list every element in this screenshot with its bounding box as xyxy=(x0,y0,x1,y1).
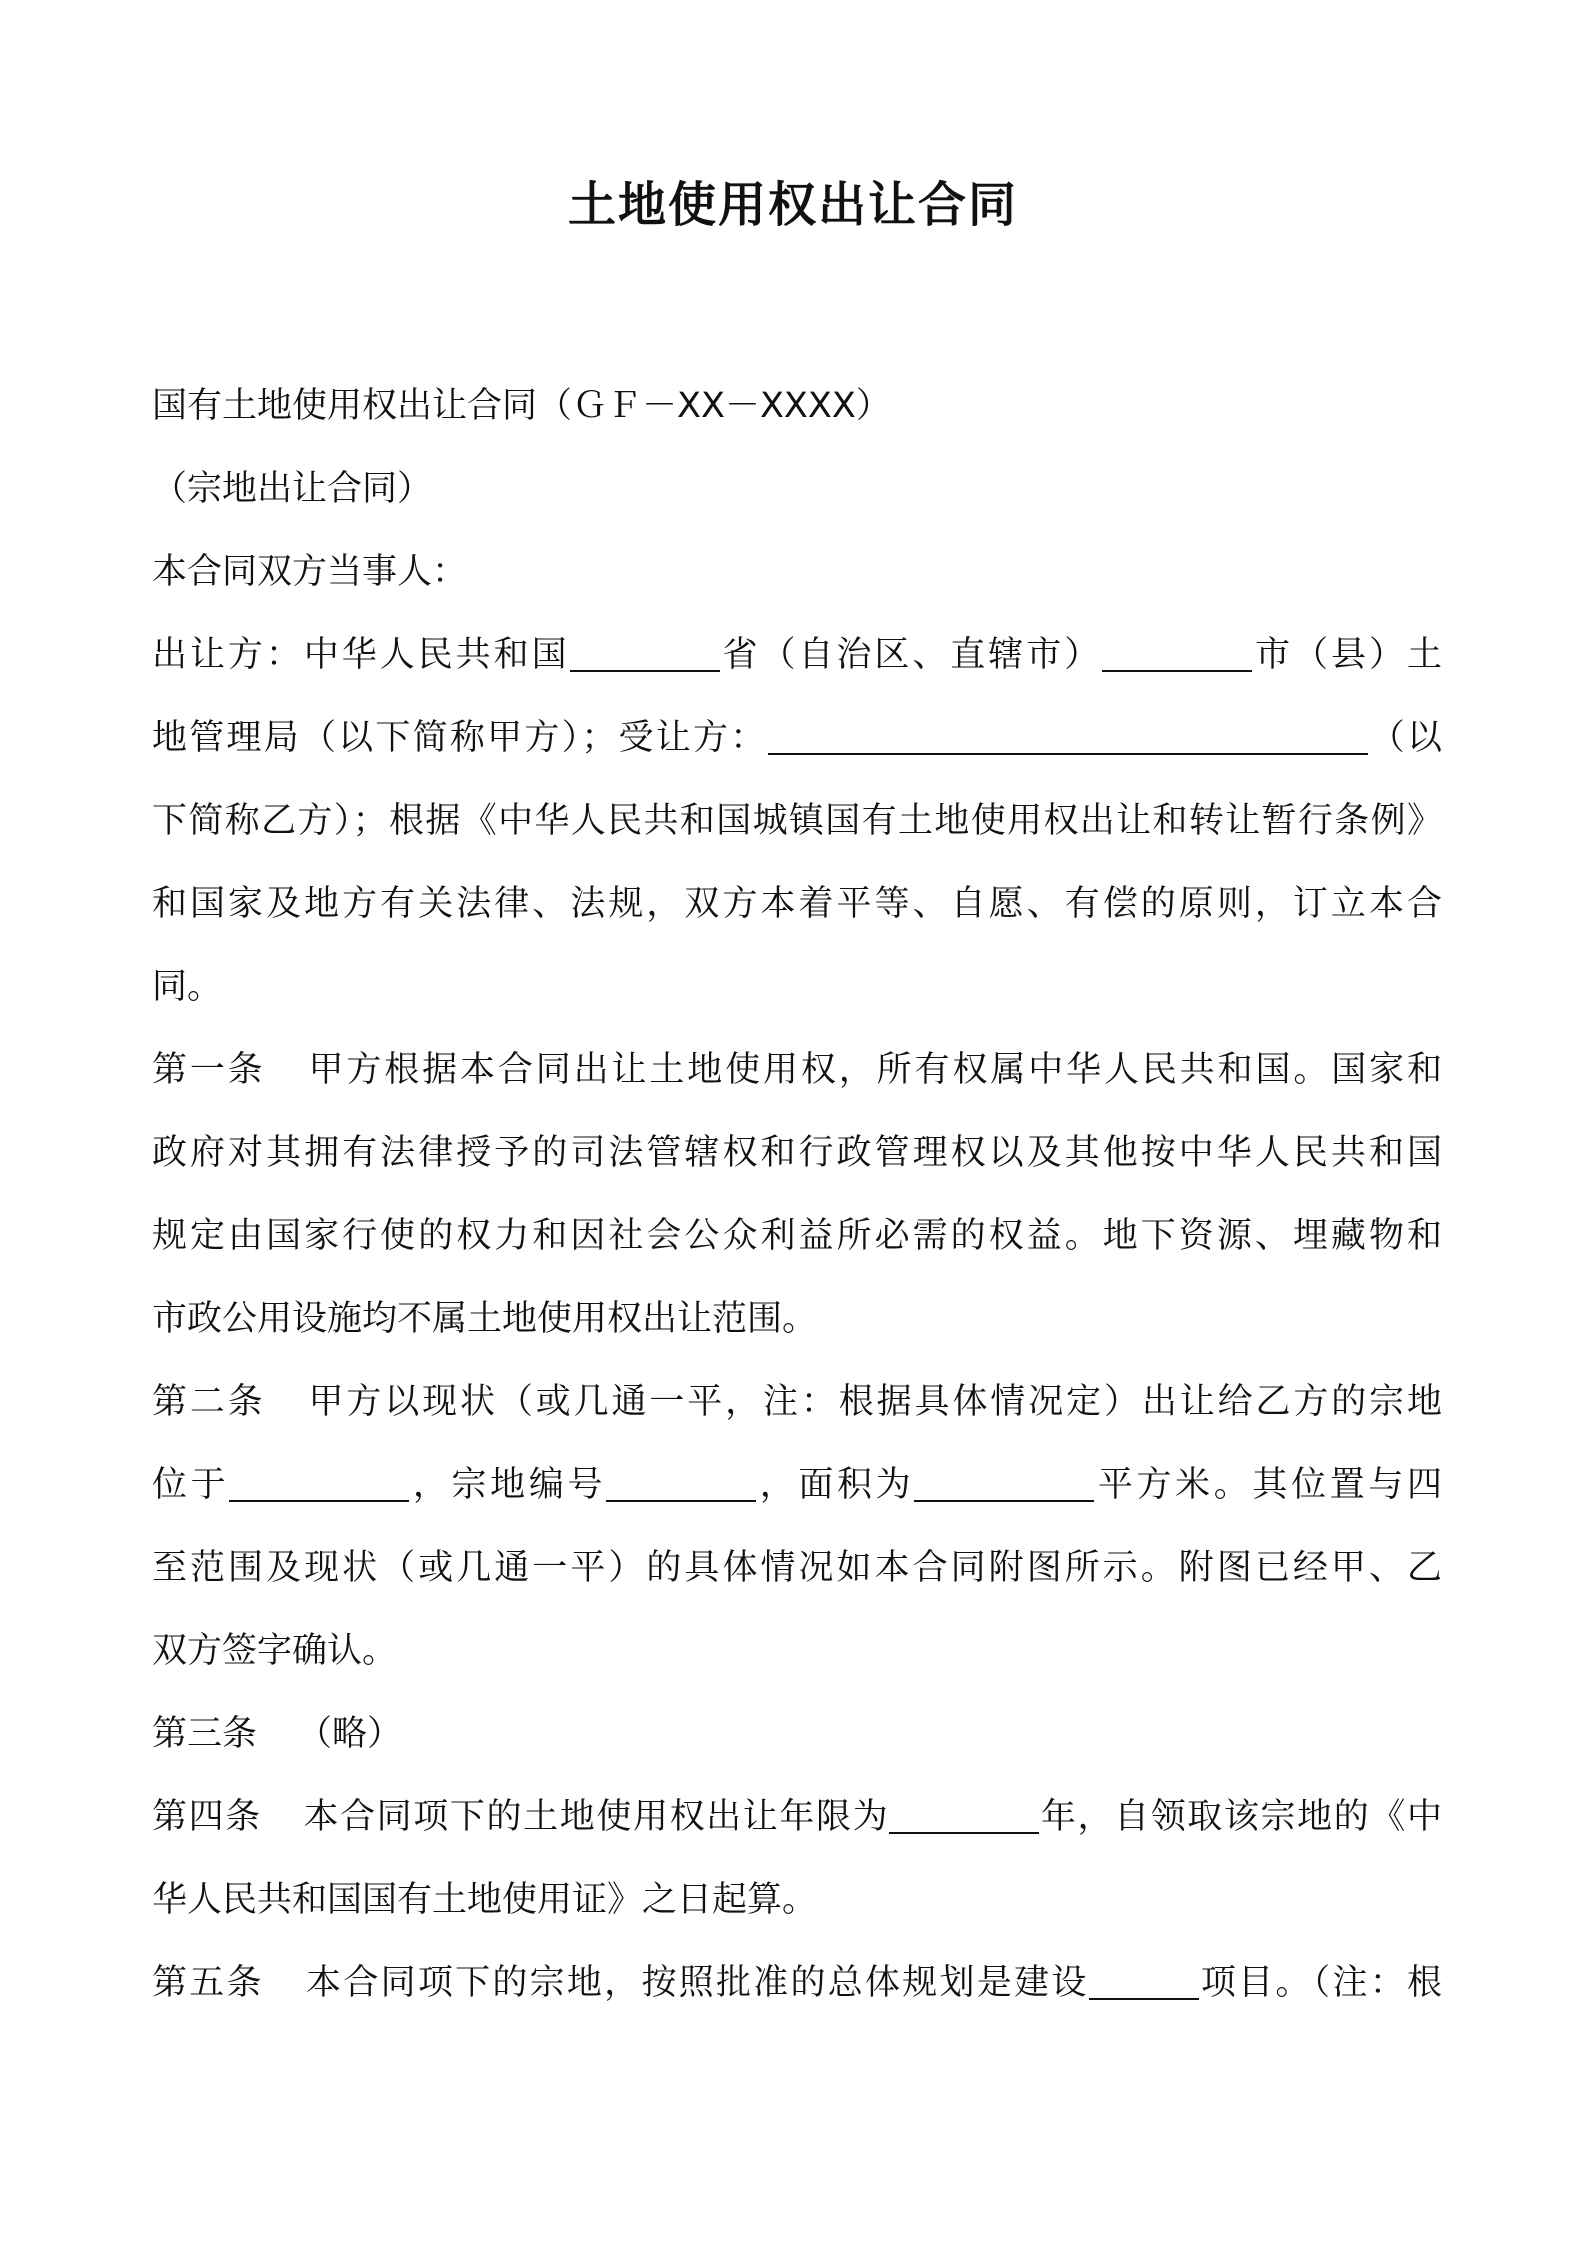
contract-code-line: 国有土地使用权出让合同（ＧＦ－XX－XXXX） xyxy=(152,386,891,426)
body-line: 至范围及现状（或几通一平）的具体情况如本合同附图所示。附图已经甲、乙 xyxy=(152,1548,1442,1588)
area-blank xyxy=(914,1460,1094,1502)
location-blank xyxy=(229,1460,409,1502)
parties-heading: 本合同双方当事人： xyxy=(152,552,468,592)
text-span: 平方米。其位置与四 xyxy=(1094,1465,1442,1505)
body-line: 市政公用设施均不属土地使用权出让范围。 xyxy=(152,1299,818,1339)
article-label: 第四条 xyxy=(152,1797,262,1837)
contract-subtitle: （宗地出让合同） xyxy=(152,469,433,509)
text-span: 地管理局（以下简称甲方）；受让方： xyxy=(152,718,768,758)
article-label: 第二条 xyxy=(152,1382,266,1422)
transferee-line xyxy=(152,697,1442,780)
parcel-number-blank xyxy=(606,1460,756,1502)
document-title: 土地使用权出让合同 xyxy=(567,177,1018,233)
text-span: ，宗地编号 xyxy=(409,1465,607,1505)
body-line: 规定由国家行使的权力和因社会公众利益所必需的权益。地下资源、埋藏物和 xyxy=(152,1216,1442,1256)
article-4-line xyxy=(152,1776,1442,1859)
province-blank xyxy=(570,630,720,672)
text-span: 本合同项下的宗地，按照批准的总体规划是建设 xyxy=(303,1963,1089,2003)
text-span: 省（自治区、直辖市） xyxy=(719,635,1103,675)
article-label: 第一条 xyxy=(152,1050,266,1090)
article-3-line xyxy=(152,1693,1442,1776)
text-span: 出让方：中华人民共和国 xyxy=(152,635,570,675)
term-years-blank xyxy=(889,1792,1039,1834)
transferee-blank xyxy=(768,713,1368,755)
article-label: 第三条 xyxy=(152,1714,258,1754)
text-span: 项目。（注：根 xyxy=(1198,1963,1442,2003)
body-line: 下简称乙方）；根据《中华人民共和国城镇国有土地使用权出让和转让暂行条例》 xyxy=(152,801,1442,841)
text-span: （以 xyxy=(1367,718,1442,758)
text-span: 甲方以现状（或几通一平，注：根据具体情况定）出让给乙方的宗地 xyxy=(305,1382,1442,1422)
text-span: 年，自领取该宗地的《中 xyxy=(1039,1797,1442,1837)
document-body xyxy=(152,365,1442,2025)
text-span: （略） xyxy=(297,1714,403,1754)
location-line xyxy=(152,1444,1442,1527)
text-span: 市（县）土 xyxy=(1252,635,1442,675)
project-blank xyxy=(1089,1958,1199,2000)
text-span: 位于 xyxy=(152,1465,230,1505)
article-1-line xyxy=(152,1029,1442,1112)
article-5-line xyxy=(152,1942,1442,2025)
transferor-line xyxy=(152,614,1442,697)
text-span: ，面积为 xyxy=(756,1465,915,1505)
article-label: 第五条 xyxy=(152,1963,264,2003)
body-line: 政府对其拥有法律授予的司法管辖权和行政管理权以及其他按中华人民共和国 xyxy=(152,1133,1442,1173)
body-line: 华人民共和国国有土地使用证》之日起算。 xyxy=(152,1880,818,1920)
body-line: 双方签字确认。 xyxy=(152,1631,398,1671)
text-span: 甲方根据本合同出让土地使用权，所有权属中华人民共和国。国家和 xyxy=(305,1050,1442,1090)
city-blank xyxy=(1102,630,1252,672)
body-line: 和国家及地方有关法律、法规，双方本着平等、自愿、有偿的原则，订立本合 xyxy=(152,884,1442,924)
body-line: 同。 xyxy=(152,967,223,1007)
text-span: 本合同项下的土地使用权出让年限为 xyxy=(301,1797,890,1837)
article-2-line xyxy=(152,1361,1442,1444)
